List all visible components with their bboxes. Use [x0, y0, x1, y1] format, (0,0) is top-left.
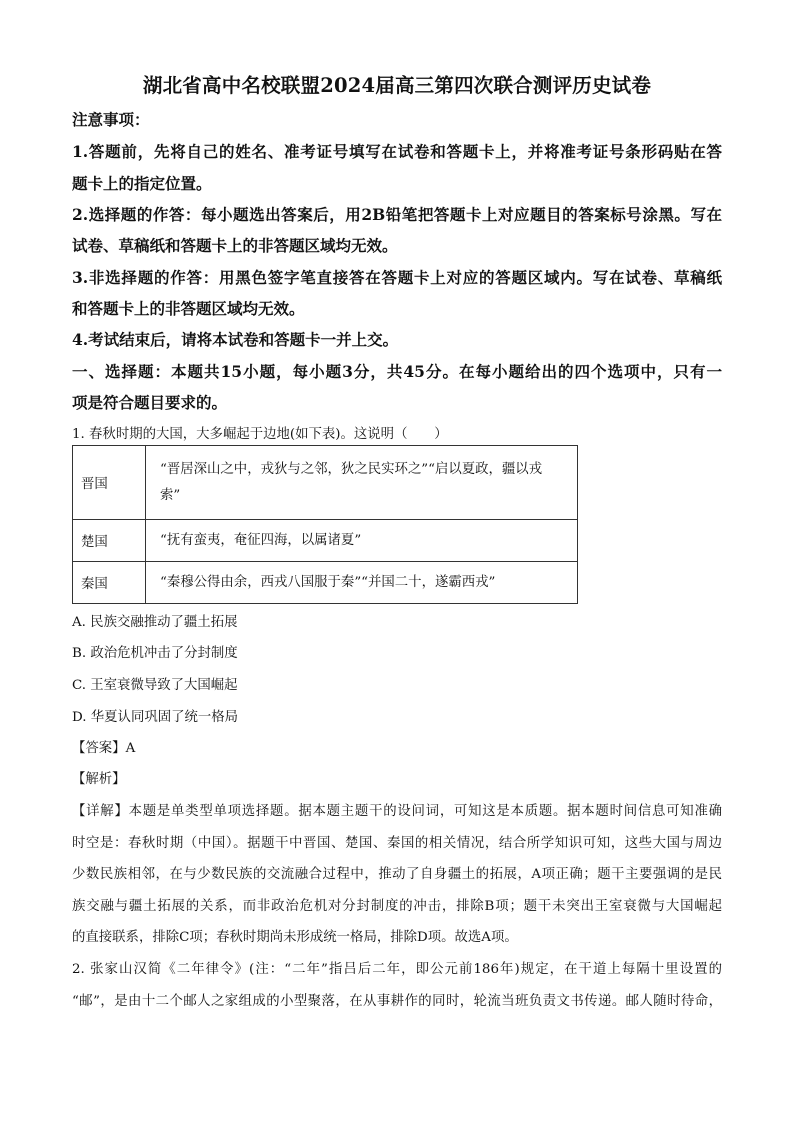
q1-stem: 1. 春秋时期的大国，大多崛起于边地(如下表)。这说明（ ）: [72, 427, 448, 442]
q2-line-2: “邮”，是由十二个邮人之家组成的小型聚落，在从事耕作的同时，轮流当班负责文书传递。邮人随时待命，: [72, 994, 722, 1009]
quote-line: “抚有蛮夷，奄征四海，以属诸夏”: [160, 532, 362, 548]
q1-option-c: C. 王室衰微导致了大国崛起: [72, 678, 238, 693]
notice-item-3-line-1: 3.非选择题的作答：用黑色签字笔直接答在答题卡上对应的答题区域内。写在试卷、草稿纸: [72, 268, 722, 287]
quote-line: 索”: [160, 487, 181, 503]
section1-heading-line-2: 项是符合题目要求的。: [72, 393, 228, 412]
quote-cell: [146, 446, 578, 520]
table-row: [73, 562, 578, 604]
notice-item-4: 4.考试结束后，请将本试卷和答题卡一并上交。: [72, 330, 399, 349]
notice-item-2-line-2: 试卷、草稿纸和答题卡上的非答题区域均无效。: [72, 236, 398, 255]
q2-line-1: 2. 张家山汉简《二年律令》(注：“二年”指吕后二年，即公元前186年)规定，在干道上每隔十里设置的: [72, 962, 722, 977]
quote-line: “秦穆公得由余，西戎八国服于秦”“并国二十，遂霸西戎”: [160, 574, 496, 590]
quote-cell: [146, 562, 578, 604]
notice-item-2-line-1: 2.选择题的作答：每小题选出答案后，用2B铅笔把答题卡上对应题目的答案标号涂黑。写在: [72, 205, 722, 224]
notice-item-1-line-2: 题卡上的指定位置。: [72, 174, 212, 193]
page-title: 湖北省高中名校联盟2024届高三第四次联合测评历史试卷: [142, 74, 652, 97]
q1-option-d: D. 华夏认同巩固了统一格局: [72, 710, 239, 725]
q1-answer: [72, 737, 135, 756]
q1-option-b: B. 政治危机冲击了分封制度: [72, 646, 238, 661]
notice-heading: 注意事项：: [72, 110, 150, 129]
q1-option-a: A. 民族交融推动了疆土拓展: [72, 615, 238, 630]
notice-item-3-line-2: 和答题卡上的非答题区域均无效。: [72, 299, 305, 318]
q1-detail-line-4: 族交融与疆土拓展的关系，而非政治危机对分封制度的冲击，排除B项；题干未突出王室衰微与大国崛起: [72, 899, 722, 914]
state-cell: 楚国: [73, 520, 146, 562]
q1-analysis-label: 【解析】: [72, 772, 126, 787]
state-cell: 秦国: [73, 562, 146, 604]
quote-line: “晋居深山之中，戎狄与之邻，狄之民实环之”“启以夏政，疆以戎: [160, 461, 543, 477]
answer-label: 【答案】: [72, 741, 126, 756]
state-cell: 晋国: [73, 446, 146, 520]
q1-detail-line-3: 少数民族相邻，在与少数民族的交流融合过程中，推动了自身疆土的拓展，A项正确；题干主要强调的是民: [72, 867, 722, 882]
q1-detail-line-2: 时空是：春秋时期（中国）。据题干中晋国、楚国、秦国的相关情况，结合所学知识可知，这些大国与周边: [72, 836, 722, 851]
table-row: [73, 446, 578, 520]
q1-detail-line-5: 的直接联系，排除C项；春秋时期尚未形成统一格局，排除D项。故选A项。: [72, 930, 518, 945]
quote-cell: [146, 520, 578, 562]
answer-value: A: [125, 741, 136, 756]
q1-table: [72, 445, 578, 604]
section1-heading-line-1: 一、选择题：本题共15小题，每小题3分，共45分。在每小题给出的四个选项中，只有一: [72, 362, 722, 381]
notice-item-1-line-1: 1.答题前，先将自己的姓名、准考证号填写在试卷和答题卡上，并将准考证号条形码贴在答: [72, 142, 722, 161]
table-row: [73, 520, 578, 562]
q1-detail-line-1: 【详解】本题是单类型单项选择题。据本题主题干的设问词，可知这是本质题。据本题时间信息可知准确: [72, 804, 722, 819]
